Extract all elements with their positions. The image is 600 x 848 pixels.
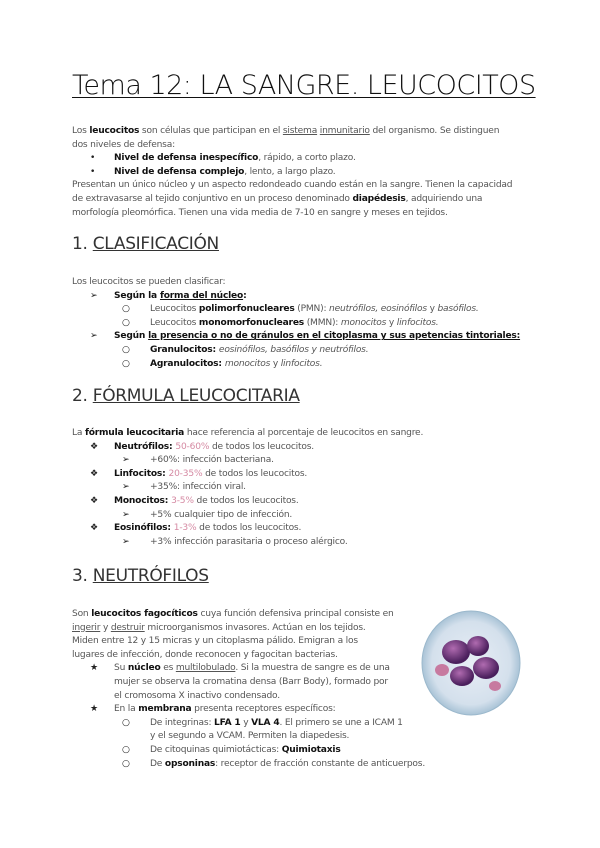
text-segment: , rápido, a corto plazo.	[258, 153, 356, 164]
text-line	[72, 649, 425, 663]
section-number: 2.	[72, 386, 93, 406]
text-segment: del organismo. Se distinguen	[369, 126, 500, 136]
text-line	[72, 303, 520, 317]
text-line	[72, 730, 425, 744]
text-segment: dos niveles de defensa:	[72, 139, 175, 150]
text-line	[72, 608, 425, 622]
section-title: NEUTRÓFILOS	[92, 566, 209, 586]
bullet-dot-icon: •	[90, 166, 96, 177]
text-line	[72, 276, 520, 290]
text-line	[72, 495, 423, 509]
text-line	[72, 290, 520, 304]
section-heading-clasificacion	[72, 234, 219, 254]
arrow-bullet-icon: ➢	[122, 509, 130, 520]
text-segment: linfocitos.	[396, 317, 439, 328]
text-segment: Miden entre 12 y 15 micras y un citoplasma pálido. Emigran a los	[72, 636, 358, 647]
bold-term: Linfocitos:	[114, 468, 169, 479]
bold-term: diapédesis	[352, 193, 406, 204]
text-segment: Los leucocitos se pueden clasificar:	[72, 277, 226, 287]
text-line	[72, 207, 512, 221]
text-line	[72, 744, 425, 758]
diamond-bullet-icon: ❖	[90, 441, 98, 452]
text-segment: , lento, a largo plazo.	[244, 166, 336, 177]
section-heading-formula	[72, 386, 300, 406]
bold-term: Agranulocitos:	[150, 358, 225, 369]
text-segment: (PMN):	[294, 304, 330, 315]
text-segment: destruir	[110, 622, 145, 633]
circle-bullet-icon: ○	[122, 744, 130, 755]
text-line	[72, 344, 520, 358]
text-segment: +5% cualquier tipo de infección.	[150, 509, 293, 520]
bold-term: leucocitos	[89, 126, 140, 136]
diamond-bullet-icon: ❖	[90, 468, 98, 479]
text-segment: de todos los leucocitos.	[193, 495, 299, 506]
text-segment: neutrófilos, eosinófilos	[329, 304, 427, 315]
text-segment: : receptor de fracción constante de anticuerpos.	[215, 758, 426, 769]
text-segment: Son	[72, 609, 92, 619]
formula-content	[72, 427, 423, 549]
circle-bullet-icon: ○	[122, 304, 130, 315]
bold-term: VLA 4	[251, 717, 280, 728]
text-line	[72, 662, 425, 676]
percentage-value: 20-35%	[168, 468, 203, 479]
text-segment: morfología pleomórfica. Tienen una vida media de 7-10 en sangre y meses en tejidos.	[72, 207, 448, 218]
bold-term: monomorfonucleares	[198, 317, 305, 328]
text-line	[72, 441, 423, 455]
text-segment: +60%: infección bacteriana.	[150, 455, 274, 466]
star-bullet-icon: ★	[90, 704, 98, 715]
bold-term: Eosinófilos:	[114, 523, 174, 534]
circle-bullet-icon: ○	[122, 344, 130, 355]
text-segment: lugares de infección, donde reconocen y fagocitan bacterias.	[72, 649, 338, 660]
percentage-value: 3-5%	[171, 495, 194, 506]
section-number: 1.	[72, 234, 93, 254]
text-segment: La	[72, 428, 85, 438]
text-line	[72, 152, 512, 166]
section-title: CLASIFICACIÓN	[92, 234, 219, 254]
bullet-dot-icon: •	[90, 153, 96, 164]
text-line	[72, 635, 425, 649]
text-segment: De integrinas:	[150, 717, 215, 728]
text-segment: ingerir	[72, 622, 101, 633]
bold-term: Granulocitos:	[150, 344, 219, 355]
text-segment: y	[100, 622, 111, 633]
text-segment: En la	[114, 704, 139, 715]
text-segment: de todos los leucocitos.	[202, 468, 308, 479]
arrow-bullet-icon: ➢	[122, 455, 130, 466]
text-line	[72, 427, 423, 441]
text-segment: basófilos.	[437, 304, 479, 315]
arrow-bullet-icon: ➢	[90, 290, 98, 301]
percentage-value: 50-60%	[175, 441, 210, 452]
text-segment: , adquiriendo una	[405, 193, 483, 204]
bold-term: leucocitos fagocíticos	[91, 609, 198, 619]
text-segment: mujer se observa la cromatina densa (Barr Body), formado por	[114, 676, 388, 687]
text-segment: Presentan un único núcleo y un aspecto redondeado cuando están en la sangre. Tienen la capacidad	[72, 180, 513, 191]
text-segment: de extravasarse al tejido conjuntivo en un proceso denominado	[72, 193, 353, 204]
text-segment: son células que participan en el	[139, 126, 283, 136]
text-segment: sistema	[282, 126, 318, 136]
bold-term: núcleo	[127, 663, 161, 674]
text-segment: inmunitario	[319, 126, 370, 136]
text-line	[72, 193, 512, 207]
bold-term: forma del núcleo	[159, 290, 244, 301]
arrow-bullet-icon: ➢	[122, 482, 130, 493]
text-line	[72, 481, 423, 495]
section-number: 3.	[72, 566, 93, 586]
text-segment: linfocitos.	[280, 358, 323, 369]
bold-term: Neutrófilos:	[114, 441, 176, 452]
text-line	[72, 622, 425, 636]
diamond-bullet-icon: ❖	[90, 495, 98, 506]
circle-bullet-icon: ○	[122, 358, 130, 369]
text-segment: multilobulado	[175, 663, 236, 674]
text-line	[72, 358, 520, 372]
text-segment: eosinófilos, basófilos y neutrófilos.	[218, 344, 369, 355]
section-title: FÓRMULA LEUCOCITARIA	[92, 386, 300, 406]
circle-bullet-icon: ○	[122, 317, 130, 328]
text-segment: y	[240, 717, 252, 728]
text-line	[72, 468, 423, 482]
text-line	[72, 703, 425, 717]
text-line	[72, 454, 423, 468]
neutrophil-illustration	[420, 608, 522, 718]
text-segment: de todos los leucocitos.	[196, 523, 302, 534]
bold-term: Quimiotaxis	[281, 744, 341, 755]
text-segment: Leucocitos	[150, 317, 199, 328]
text-segment: . Si la muestra de sangre es de una	[235, 663, 390, 674]
text-segment: presenta receptores específicos:	[191, 704, 336, 715]
text-segment: +35%: infección viral.	[150, 482, 246, 493]
text-segment: cuya función defensiva principal consiste en	[197, 609, 394, 619]
circle-bullet-icon: ○	[122, 758, 130, 769]
text-segment: Los	[72, 126, 90, 136]
text-segment: +3% infección parasitaria o proceso alérgico.	[150, 536, 348, 547]
text-segment: y	[426, 304, 438, 315]
circle-bullet-icon: ○	[122, 717, 130, 728]
star-bullet-icon: ★	[90, 663, 98, 674]
text-segment: y	[386, 317, 397, 328]
arrow-bullet-icon: ➢	[122, 536, 130, 547]
section-heading-neutrofilos	[72, 566, 209, 586]
text-line	[72, 317, 520, 331]
text-line	[72, 717, 425, 731]
bold-term: Según	[114, 331, 149, 342]
text-line	[72, 139, 512, 153]
clasificacion-content	[72, 276, 520, 371]
text-line	[72, 330, 520, 344]
text-segment: de todos los leucocitos.	[209, 441, 314, 452]
bold-term: :	[243, 290, 247, 301]
text-segment: Su	[114, 663, 128, 674]
text-line	[72, 676, 425, 690]
text-segment: es	[160, 663, 176, 674]
text-segment: microorganismos invasores. Actúan en los tejidos.	[144, 622, 366, 633]
text-line	[72, 166, 512, 180]
text-line	[72, 125, 512, 139]
text-segment: y el segundo a VCAM. Permiten la diapedesis.	[150, 731, 350, 742]
bold-term: polimorfonucleares	[198, 304, 295, 315]
arrow-bullet-icon: ➢	[90, 331, 98, 342]
intro-paragraph	[72, 125, 512, 220]
text-line	[72, 536, 423, 550]
text-line	[72, 509, 423, 523]
bold-term: Según la	[114, 290, 160, 301]
text-line	[72, 522, 423, 536]
text-line	[72, 179, 512, 193]
diamond-bullet-icon: ❖	[90, 523, 98, 534]
bold-term: opsoninas	[164, 758, 216, 769]
text-segment: y	[270, 358, 281, 369]
text-segment: De citoquinas quimiotácticas:	[150, 744, 282, 755]
bold-term: Nivel de defensa inespecífico	[114, 153, 259, 164]
bold-term: fórmula leucocitaria	[84, 428, 185, 438]
bold-term: la presencia o no de gránulos en el citoplasma y sus apetencias tintoriales:	[148, 331, 521, 342]
text-line	[72, 690, 425, 704]
text-segment: hace referencia al porcentaje de leucocitos en sangre.	[184, 428, 424, 438]
text-segment: (MMN):	[304, 317, 341, 328]
document-title: Tema 12: LA SANGRE. LEUCOCITOS	[72, 70, 536, 101]
text-segment: De	[150, 758, 165, 769]
bold-term: membrana	[138, 704, 192, 715]
percentage-value: 1-3%	[173, 523, 197, 534]
bold-term: LFA 1	[214, 717, 241, 728]
neutrofilos-content	[72, 608, 425, 771]
text-segment: monocitos	[340, 317, 387, 328]
text-segment: el cromosoma X inactivo condensado.	[114, 690, 280, 701]
text-segment: monocitos	[224, 358, 271, 369]
text-line	[72, 758, 425, 772]
bold-term: Monocitos:	[114, 495, 172, 506]
text-segment: . El primero se une a ICAM 1	[279, 717, 403, 728]
text-segment: Leucocitos	[150, 304, 199, 315]
bold-term: Nivel de defensa complejo	[114, 166, 245, 177]
